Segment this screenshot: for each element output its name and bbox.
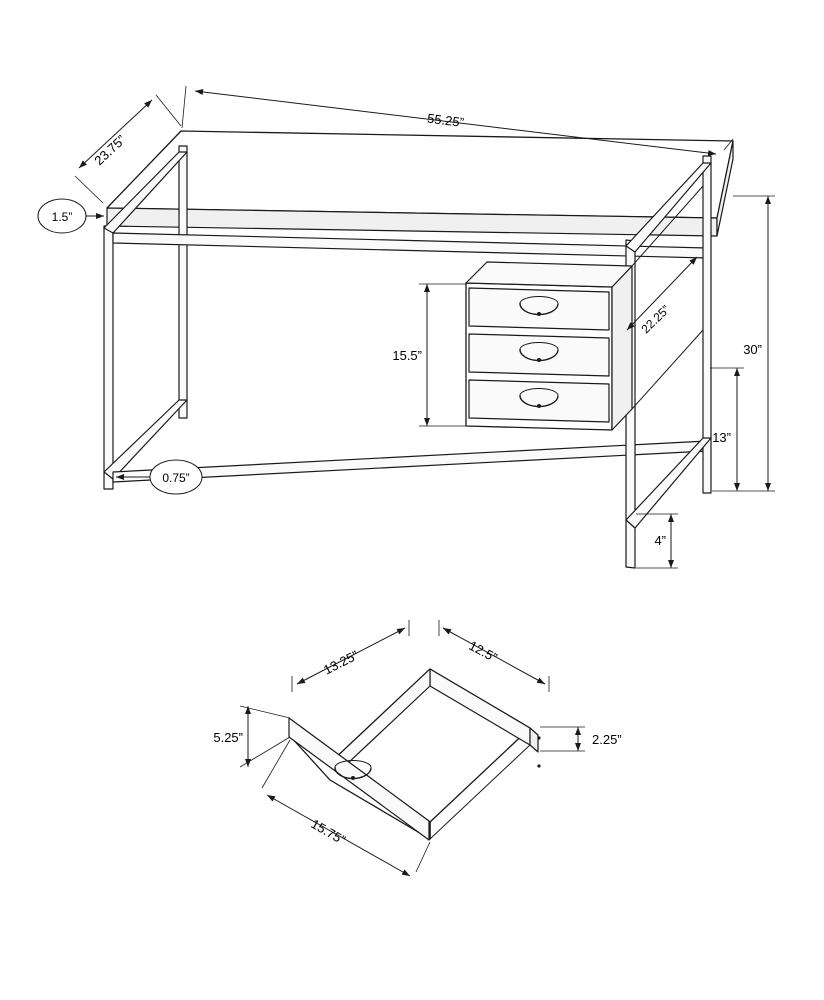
dimension-foot-height (636, 514, 678, 568)
dimension-drawer-side-height-label: 2.25” (592, 732, 622, 747)
dimension-overall-height (712, 196, 775, 491)
dimension-depth-label: 23.75” (91, 132, 129, 169)
dimension-drawer-inner-depth-label: 13.25” (321, 647, 361, 678)
drawer-bank-back-bottom-edge (632, 330, 703, 409)
drawer-screw-dot (537, 764, 540, 767)
dimension-drawer-inner-width-label: 12.5” (466, 637, 500, 666)
drawer-screw-dot (537, 736, 540, 739)
dimension-side-depth-label: 22.25” (638, 302, 673, 337)
dimension-shelf-height-label: 13” (712, 430, 731, 445)
dimension-drawer-bank-height (392, 284, 466, 426)
drawer-front-bottom (469, 380, 609, 422)
drawer-front-top (469, 288, 609, 330)
dimension-overall-height-label: 30” (743, 342, 762, 357)
desk-top-surface (107, 131, 733, 218)
left-rear-leg (179, 146, 187, 418)
callout-leg-width-label: 0.75” (162, 471, 190, 485)
dimension-drawer-inner-depth (292, 620, 409, 692)
desk-perspective-group (38, 86, 775, 568)
dimension-side-depth (627, 257, 697, 336)
drawer-bank-top (466, 262, 632, 287)
dimension-drawer-front-height-label: 5.25” (213, 730, 243, 745)
callout-top-thickness (38, 199, 104, 233)
dimension-width-label: 55.25” (426, 110, 465, 131)
drawer-detail-group (213, 620, 621, 876)
dimension-drawer-front-height (213, 706, 290, 767)
dimension-drawer-front-width-label: 15.75” (308, 816, 348, 848)
callout-top-thickness-label: 1.5” (51, 210, 73, 224)
drawer-front-middle (469, 334, 609, 376)
drawer-bank-side (612, 266, 632, 430)
dimension-shelf-height (710, 368, 744, 491)
drawer-right-wall-outer (530, 728, 538, 752)
dimension-drawer-side-height (540, 727, 622, 751)
dimension-drawer-bank-height-label: 15.5” (392, 348, 422, 363)
callout-leg-width (116, 460, 202, 494)
dimension-drawer-inner-width (439, 620, 549, 692)
upper-long-rail (113, 233, 707, 258)
dimension-foot-height-label: 4” (654, 533, 666, 548)
left-front-leg (104, 226, 113, 489)
